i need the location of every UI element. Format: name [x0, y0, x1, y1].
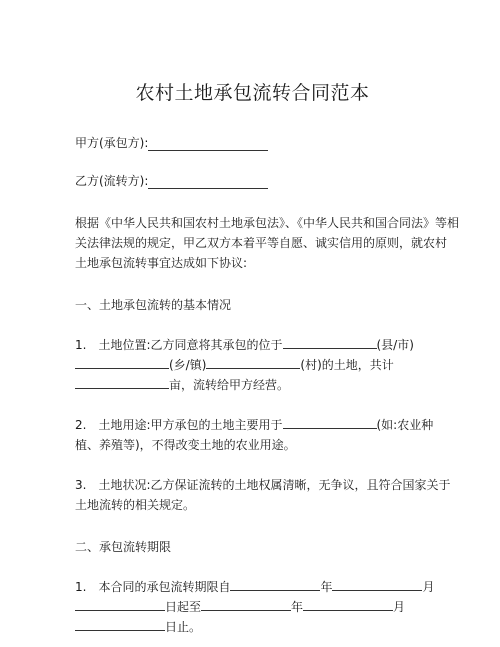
party-b-line	[75, 173, 430, 189]
item-land-status	[75, 475, 451, 515]
end-month-blank[interactable]	[303, 598, 393, 611]
section-2-heading: 二、承包流转期限	[75, 540, 172, 554]
intro-line: 关法律法规的规定，甲乙双方本着平等自愿、诚实信用的原则，就农村	[75, 236, 448, 250]
item-text: 土地流转的相关规定。	[75, 498, 196, 512]
section-1-heading: 一、土地承包流转的基本情况	[75, 298, 232, 312]
item-text: 日止。	[165, 620, 202, 634]
end-day-blank[interactable]	[75, 618, 165, 631]
area-blank[interactable]	[75, 376, 169, 389]
county-blank[interactable]	[283, 336, 377, 349]
item-text: (乡/镇)	[169, 358, 207, 372]
item-text: 土地用途:甲方承包的土地主要用于	[98, 418, 283, 432]
use-blank[interactable]	[283, 416, 377, 429]
document-title: 农村土地承包流转合同范本	[135, 82, 370, 104]
item-term	[75, 577, 435, 637]
item-text: 月	[422, 580, 435, 594]
village-blank[interactable]	[206, 356, 300, 369]
item-text: 年	[320, 580, 333, 594]
party-b-label: 乙方(流转方):	[75, 174, 149, 188]
start-month-blank[interactable]	[332, 578, 422, 591]
end-year-blank[interactable]	[201, 598, 291, 611]
item-number: 2.	[75, 418, 87, 432]
intro-line: 根据《中华人民共和国农村土地承包法》、《中华人民共和国合同法》等相	[75, 216, 460, 230]
item-text: (村)的土地，共计	[300, 358, 394, 372]
item-text: 月	[393, 600, 406, 614]
item-text: 本合同的承包流转期限自	[98, 580, 231, 594]
intro-paragraph	[75, 213, 460, 273]
party-b-blank[interactable]	[148, 176, 268, 189]
party-a-blank[interactable]	[148, 138, 268, 151]
item-number: 1.	[75, 338, 87, 352]
item-land-location	[75, 335, 430, 395]
item-text: 土地位置:乙方同意将其承包的位于	[98, 338, 283, 352]
item-text: 日起至	[165, 600, 202, 614]
town-blank[interactable]	[75, 356, 169, 369]
item-text: 土地状况:乙方保证流转的土地权属清晰，无争议，且符合国家关于	[98, 478, 451, 492]
party-a-label: 甲方(承包方):	[75, 136, 149, 150]
item-text: (县/市)	[376, 338, 414, 352]
intro-line: 土地承包流转事宜达成如下协议:	[75, 256, 248, 270]
item-land-use	[75, 415, 434, 455]
item-text: (如:农业种	[376, 418, 434, 432]
item-text: 亩，流转给甲方经营。	[169, 378, 290, 392]
party-a-line	[75, 135, 430, 151]
item-number: 1.	[75, 580, 87, 594]
start-year-blank[interactable]	[230, 578, 320, 591]
item-text: 植、养殖等)，不得改变土地的农业用途。	[75, 438, 296, 452]
start-day-blank[interactable]	[75, 598, 165, 611]
item-text: 年	[291, 600, 304, 614]
item-number: 3.	[75, 478, 87, 492]
